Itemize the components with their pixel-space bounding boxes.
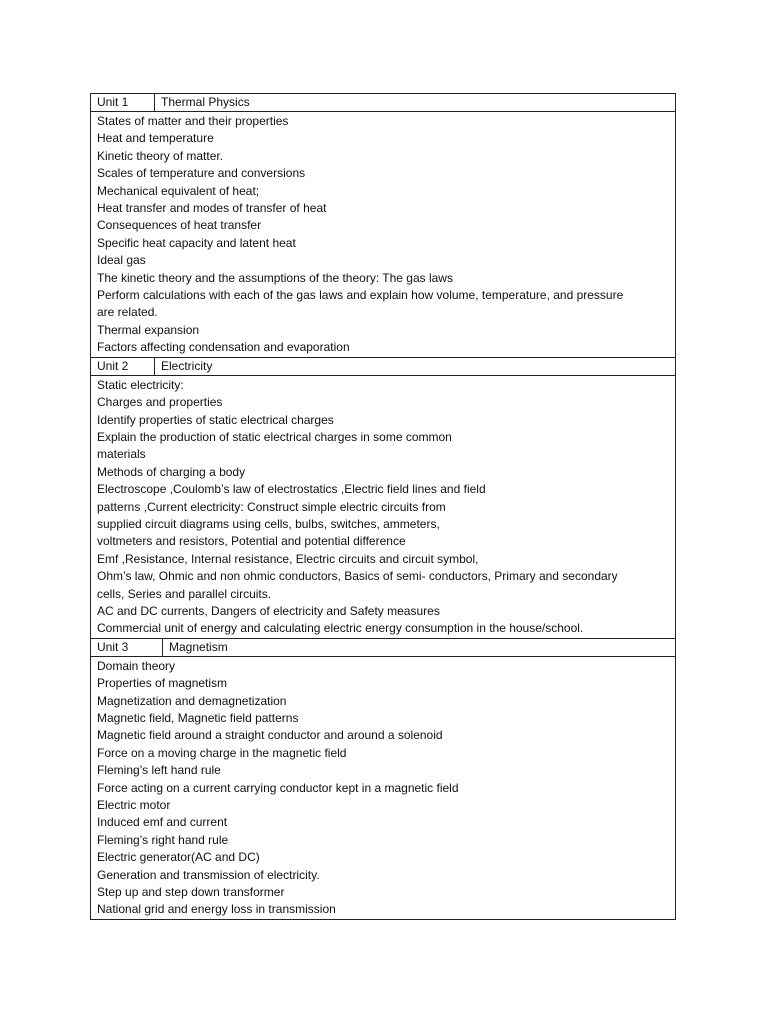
topic-line: Charges and properties [97, 395, 223, 410]
topic-line: Electric generator(AC and DC) [97, 850, 260, 865]
topic-line: Consequences of heat transfer [97, 218, 262, 233]
topic-line: The kinetic theory and the assumptions of the theory: The gas laws [97, 270, 453, 285]
topic-line: Step up and step down transformer [97, 885, 285, 900]
topic-line: materials [97, 447, 146, 462]
unit-1-number: Unit 1 [91, 94, 155, 111]
unit-2-header-row [91, 357, 675, 376]
topic-line: Commercial unit of energy and calculating electric energy consumption in the house/school. [97, 621, 584, 636]
topic-line: Fleming’s right hand rule [97, 832, 229, 847]
topic-line: States of matter and their properties [97, 114, 289, 128]
topic-line: Perform calculations with each of the gas laws and explain how volume, temperature, and pressure [97, 288, 624, 303]
topic-line: supplied circuit diagrams using cells, bulbs, switches, ammeters, [97, 516, 440, 531]
topic-line: are related. [97, 305, 158, 320]
unit-1-header-row [91, 94, 675, 112]
topic-line: patterns ,Current electricity: Construct simple electric circuits from [97, 499, 446, 514]
topic-line: Specific heat capacity and latent heat [97, 235, 296, 250]
unit-3-header-row [91, 638, 675, 657]
unit-1-title: Thermal Physics [161, 95, 250, 109]
topic-line: Domain theory [97, 658, 176, 673]
topic-line: voltmeters and resistors, Potential and potential difference [97, 534, 406, 549]
topic-line: Generation and transmission of electricity. [97, 867, 320, 882]
topic-line: Mechanical equivalent of heat; [97, 183, 260, 198]
topic-line: Methods of charging a body [97, 464, 246, 479]
topic-line: Heat transfer and modes of transfer of heat [97, 201, 327, 216]
topic-line: Electroscope ,Coulomb’s law of electrostatics ,Electric field lines and field [97, 482, 486, 497]
topic-line: Identify properties of static electrical charges [97, 412, 334, 427]
topic-line: Scales of temperature and conversions [97, 166, 306, 181]
unit-3-number: Unit 3 [91, 639, 163, 656]
topic-line: Properties of magnetism [97, 676, 228, 691]
topic-line: cells, Series and parallel circuits. [97, 586, 272, 601]
topic-line: Force acting on a current carrying conductor kept in a magnetic field [97, 780, 459, 795]
topic-line: Induced emf and current [97, 815, 228, 830]
topic-line: Fleming’s left hand rule [97, 763, 221, 778]
unit-3-topics [91, 657, 675, 919]
topic-line: Magnetic field, Magnetic field patterns [97, 711, 299, 725]
topic-line: Explain the production of static electrical charges in some common [97, 429, 452, 444]
topic-line: Electric motor [97, 798, 171, 813]
topic-line: Thermal expansion [97, 322, 200, 337]
topic-line: Force on a moving charge in the magnetic field [97, 745, 347, 760]
unit-2-number: Unit 2 [91, 358, 155, 375]
topic-line: Magnetic field around a straight conductor and around a solenoid [97, 728, 443, 743]
unit-2-title: Electricity [161, 358, 213, 373]
syllabus-table [90, 93, 676, 920]
topic-line: Ohm’s law, Ohmic and non ohmic conductors, Basics of semi- conductors, Primary and secondary [97, 569, 618, 584]
topic-line: Emf ,Resistance, Internal resistance, Electric circuits and circuit symbol, [97, 551, 479, 566]
topic-line: Kinetic theory of matter. [97, 148, 224, 163]
topic-line: Heat and temperature [97, 131, 214, 146]
topic-line: Factors affecting condensation and evaporation [97, 340, 350, 355]
topic-line: Ideal gas [97, 253, 146, 268]
topic-line: National grid and energy loss in transmission [97, 902, 336, 917]
topic-line: AC and DC currents, Dangers of electricity and Safety measures [97, 603, 440, 618]
unit-2-topics [91, 376, 675, 638]
topic-line: Magnetization and demagnetization [97, 693, 287, 708]
topic-line: Static electricity: [97, 377, 184, 392]
unit-3-title: Magnetism [169, 639, 228, 654]
unit-1-topics [91, 112, 675, 357]
